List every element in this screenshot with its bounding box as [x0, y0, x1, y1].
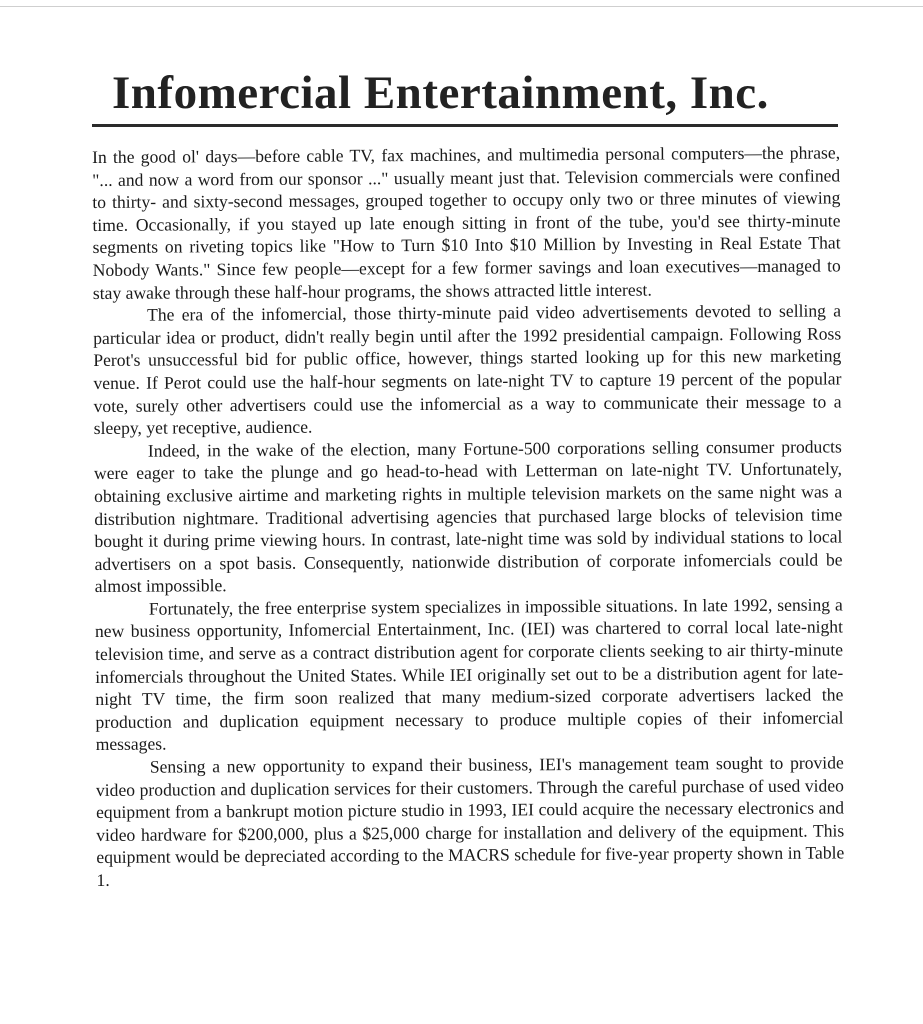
paragraph-2: The era of the infomercial, those thirty-minute paid video advertisements devoted to selling a particular idea or product, didn't really begin until after the 1992 presidential campaign. Following Ross Perot's unsuccessful bid for public office, however, things started looking up for this new marketing venue. If Perot could use the half-hour segments on late-night TV to capture 19 percent of the popular vote, surely other advertisers could use the infomercial as a way to communicate their message to a sleepy, yet receptive, audience.	[93, 300, 842, 439]
document-body	[92, 141, 845, 891]
paragraph-5: Sensing a new opportunity to expand their business, IEI's management team sought to provide video production and duplication services for their customers. Through the careful purchase of used video equipment from a bankrupt motion picture studio in 1993, IEI could acquire the necessary electronics and video hardware for $200,000, plus a $25,000 charge for installation and delivery of the equipment. This equipment would be depreciated according to the MACRS schedule for five-year property shown in Table 1.	[95, 752, 845, 890]
paragraph-1: In the good ol' days—before cable TV, fax machines, and multimedia personal computers—the phrase, "... and now a word from our sponsor ..." usually meant just that. Television commercials were confined to thirty- and sixty-second messages, grouped together to occupy only two or three minutes of viewing time. Occasionally, if you stayed up late enough sitting in front of the tube, you'd see thirty-minute segments on riveting topics like "How to Turn $10 Into $10 Million by Investing in Real Estate That Nobody Wants." Since few people—except for a few former savings and loan executives—managed to stay awake through these half-hour programs, the shows attracted little interest.	[92, 142, 841, 303]
title-underline	[92, 124, 838, 127]
scan-edge-line	[0, 6, 923, 7]
document-title: Infomercial Entertainment, Inc.	[112, 67, 769, 119]
paragraph-3: Indeed, in the wake of the election, many Fortune-500 corporations selling consumer products were eager to take the plunge and go head-to-head with Letterman on late-night TV. Unfortunately, obtaining exclusive airtime and marketing rights in multiple television markets on the same night was a distribution nightmare. Traditional advertising agencies that purchased large blocks of television time bought it during prime viewing hours. In contrast, late-night time was sold by individual stations to local advertisers on a spot basis. Consequently, nationwide distribution of corporate infomercials could be almost impossible.	[93, 436, 843, 597]
paragraph-4: Fortunately, the free enterprise system specializes in impossible situations. In late 1992, sensing a new business opportunity, Infomercial Entertainment, Inc. (IEI) was chartered to corral local late-night television time, and serve as a contract distribution agent for corporate clients seeking to air thirty-minute infomercials throughout the United States. While IEI originally set out to be a distribution agent for late-night TV time, the firm soon realized that many medium-sized corporate advertisers lacked the production and duplication equipment necessary to produce multiple copies of their infomercial messages.	[94, 594, 844, 755]
